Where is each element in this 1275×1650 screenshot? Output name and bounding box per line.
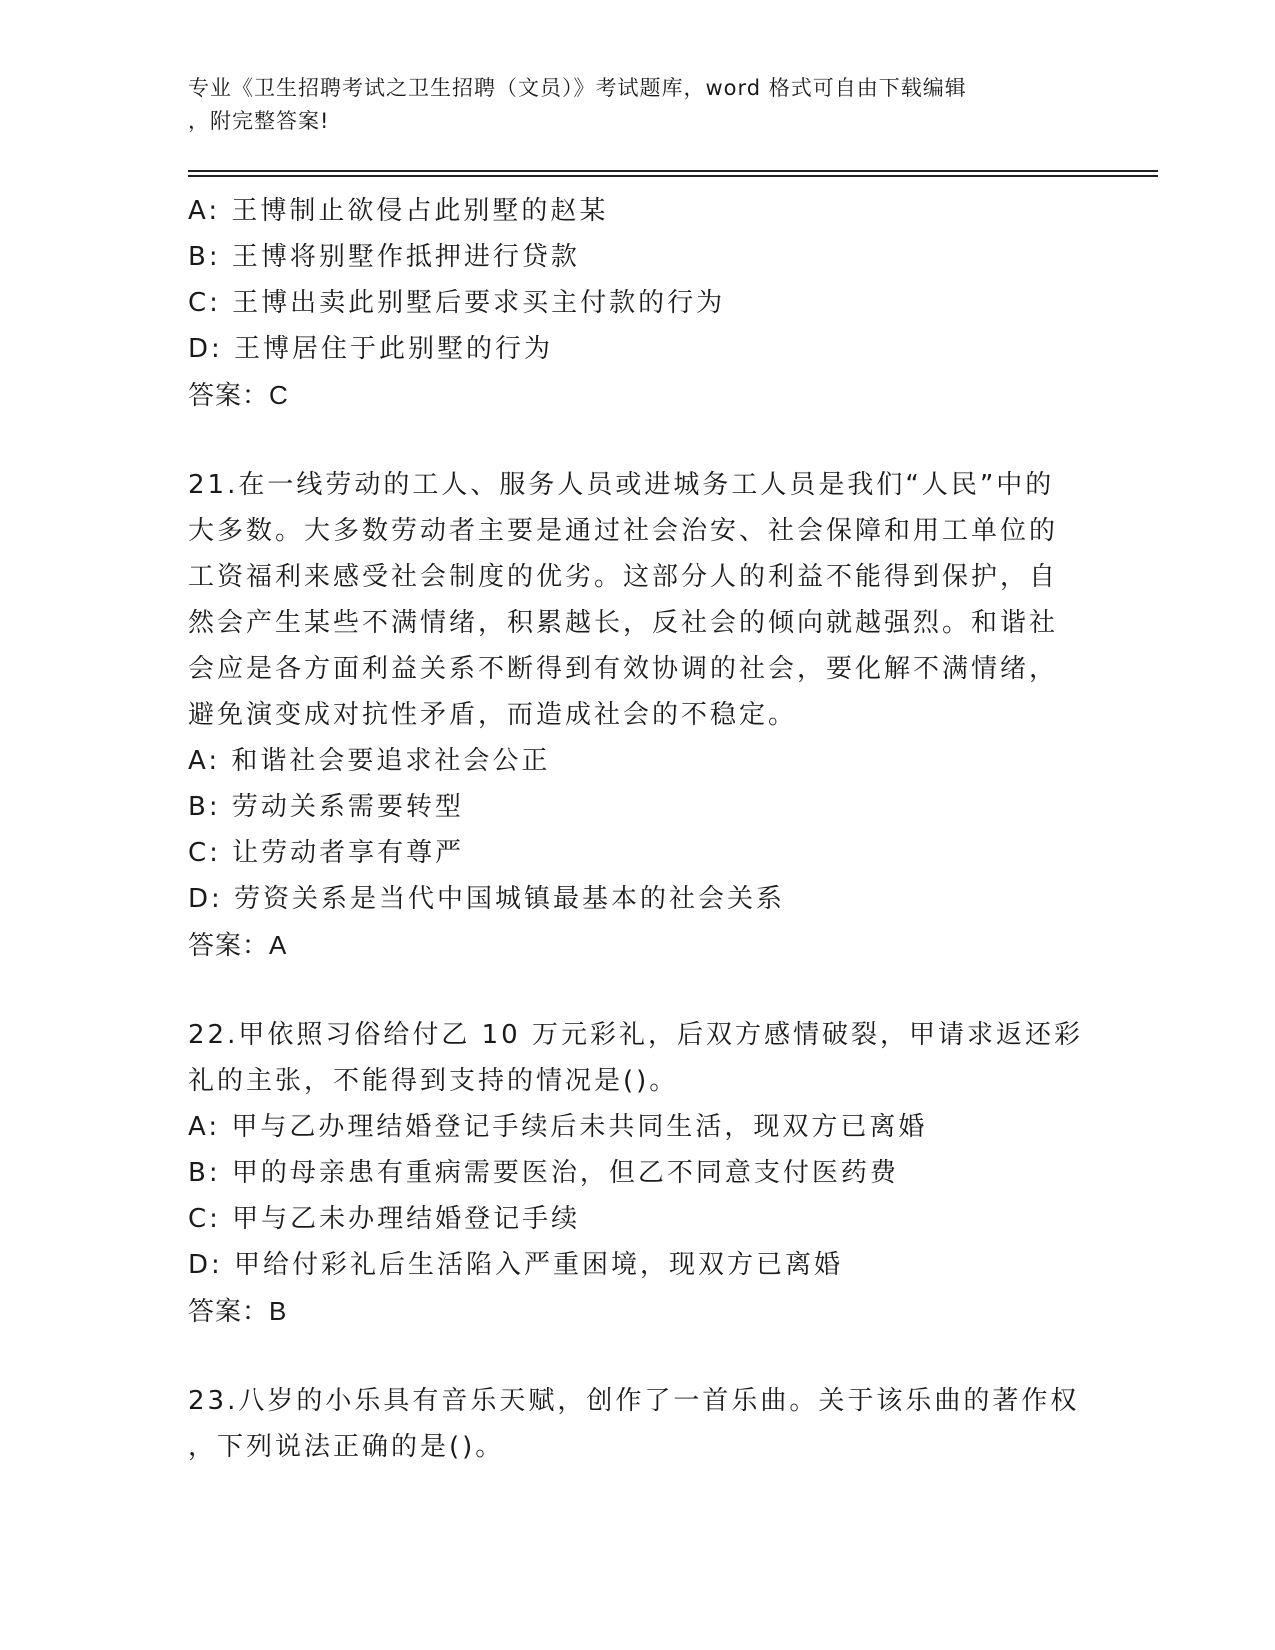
option-d: D: 甲给付彩礼后生活陷入严重困境，现双方已离婚 bbox=[188, 1250, 844, 1280]
question-stem-line: ，下列说法正确的是()。 bbox=[188, 1432, 505, 1462]
option-a: A: 和谐社会要追求社会公正 bbox=[188, 746, 551, 776]
option-c: C: 王博出卖此别墅后要求买主付款的行为 bbox=[188, 288, 726, 318]
question-stem-line: 22.甲依照习俗给付乙 10 万元彩礼，后双方感情破裂，甲请求返还彩 bbox=[188, 1020, 1083, 1050]
header-line-1: 专业《卫生招聘考试之卫生招聘（文员）》考试题库，word 格式可自由下载编辑 bbox=[188, 76, 967, 100]
header-divider-bottom bbox=[188, 175, 1158, 177]
header-divider-top bbox=[188, 170, 1158, 172]
header-line-2: ，附完整答案! bbox=[188, 109, 330, 133]
option-c: C: 甲与乙未办理结婚登记手续 bbox=[188, 1204, 581, 1234]
option-b: B: 劳动关系需要转型 bbox=[188, 792, 464, 822]
document-header bbox=[188, 72, 1068, 138]
option-a: A: 甲与乙办理结婚登记手续后未共同生活，现双方已离婚 bbox=[188, 1112, 928, 1142]
question-stem-line: 工资福利来感受社会制度的优劣。这部分人的利益不能得到保护，自 bbox=[188, 562, 1059, 592]
question-stem-line: 会应是各方面利益关系不断得到有效协调的社会，要化解不满情绪， bbox=[188, 654, 1059, 684]
question-stem-line: 避免演变成对抗性矛盾，而造成社会的不稳定。 bbox=[188, 700, 798, 730]
question-stem-line: 礼的主张，不能得到支持的情况是()。 bbox=[188, 1066, 679, 1096]
option-b: B: 甲的母亲患有重病需要医治，但乙不同意支付医药费 bbox=[188, 1158, 899, 1188]
question-23 bbox=[188, 1378, 1088, 1470]
document-body bbox=[188, 188, 1088, 1470]
question-stem-line: 23.八岁的小乐具有音乐天赋，创作了一首乐曲。关于该乐曲的著作权 bbox=[188, 1386, 1080, 1416]
question-22 bbox=[188, 1012, 1088, 1334]
answer-line: 答案：C bbox=[188, 380, 289, 410]
question-stem-line: 21.在一线劳动的工人、服务人员或进城务工人员是我们“人民”中的 bbox=[188, 470, 1055, 500]
prev-question-block bbox=[188, 188, 1088, 418]
question-stem-line: 大多数。大多数劳动者主要是通过社会治安、社会保障和用工单位的 bbox=[188, 516, 1059, 546]
option-d: D: 王博居住于此别墅的行为 bbox=[188, 334, 554, 364]
answer-line: 答案：A bbox=[188, 930, 288, 960]
option-b: B: 王博将别墅作抵押进行贷款 bbox=[188, 242, 580, 272]
question-stem-line: 然会产生某些不满情绪，积累越长，反社会的倾向就越强烈。和谐社 bbox=[188, 608, 1059, 638]
answer-line: 答案：B bbox=[188, 1296, 288, 1326]
option-d: D: 劳资关系是当代中国城镇最基本的社会关系 bbox=[188, 884, 786, 914]
option-a: A: 王博制止欲侵占此别墅的赵某 bbox=[188, 196, 609, 226]
question-21 bbox=[188, 462, 1088, 968]
option-c: C: 让劳动者享有尊严 bbox=[188, 838, 465, 868]
